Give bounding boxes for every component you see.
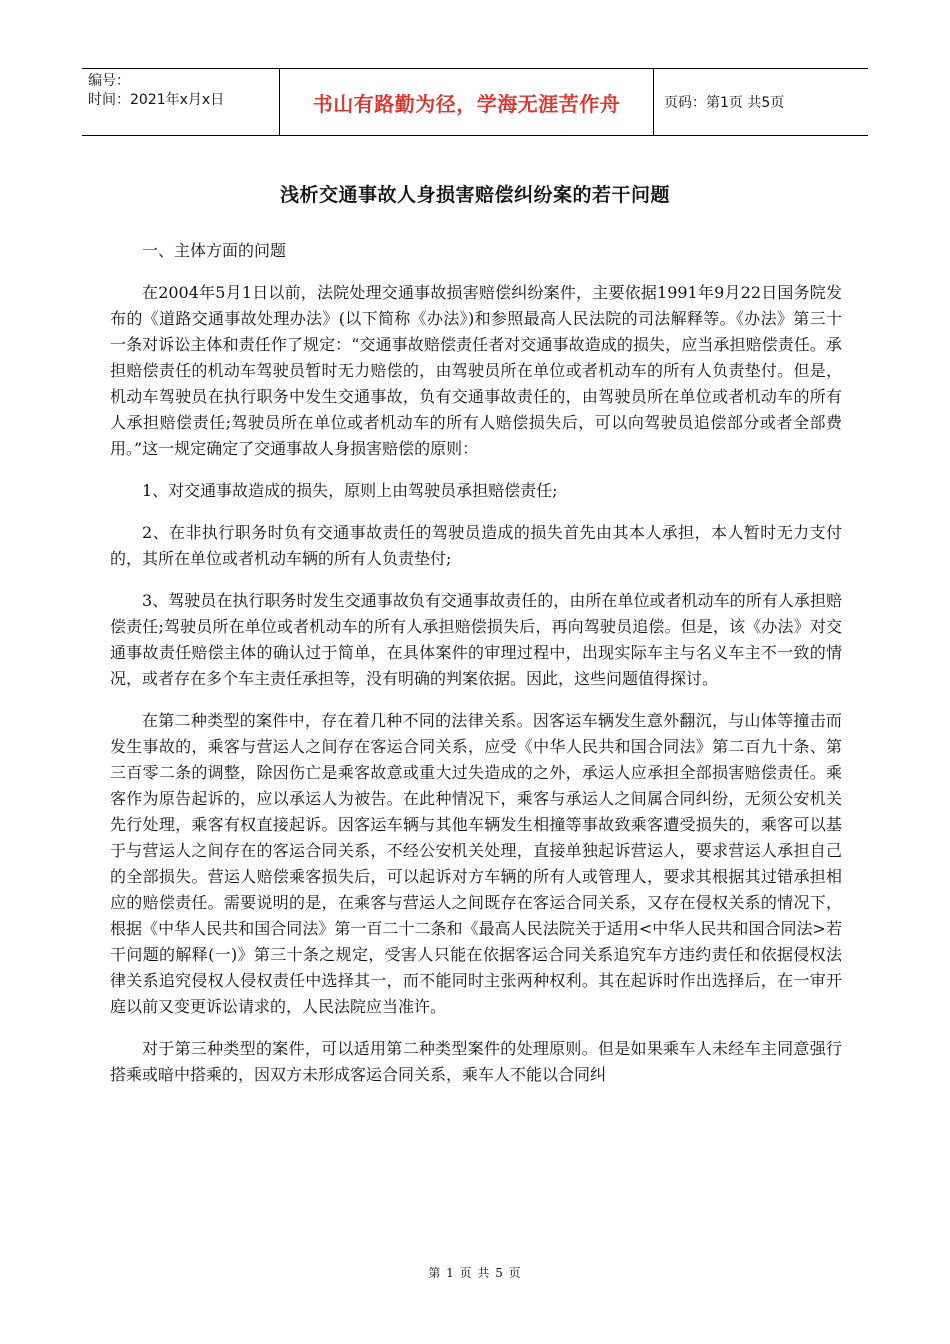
header-meta-cell: [82, 69, 280, 135]
section-heading: 一、主体方面的问题: [142, 241, 287, 260]
body-paragraph: 在2004年5月1日以前，法院处理交通事故损害赔偿纠纷案件，主要依据1991年9月22日国务院发布的《道路交通事故处理办法》(以下简称《办法》)和参照最高人民法院的司法解释等。《办法》第三十一条对诉讼主体和责任作了规定：“交通事故赔偿责任者对交通事故造成的损失，应当承担赔偿责任。承担赔偿责任的机动车驾驶员暂时无力赔偿的，由驾驶员所在单位或者机动车的所有人负责垫付。但是，机动车驾驶员在执行职务中发生交通事故，负有交通事故责任的，由驾驶员所在单位或者机动车的所有人承担赔偿责任;驾驶员所在单位或者机动车的所有人赔偿损失后，可以向驾驶员追偿部分或者全部费用。”这一规定确定了交通事故人身损害赔偿的原则：: [110, 283, 842, 458]
document-time-label: 时间：2021年x月x日: [88, 92, 225, 108]
list-item-paragraph: 1、对交通事故造成的损失，原则上由驾驶员承担赔偿责任;: [142, 481, 558, 500]
document-number-label: 编号：: [88, 73, 130, 89]
header-page-label: 页码：第1页 共5页: [664, 95, 785, 111]
document-body: [110, 238, 842, 1104]
list-item-paragraph: 3、驾驶员在执行职务时发生交通事故负有交通事故责任的，由所在单位或者机动车的所有人承担赔偿责任;驾驶员所在单位或者机动车的所有人承担赔偿损失后，再向驾驶员追偿。但是，该《办法》对交通事故责任赔偿主体的确认过于简单，在具体案件的审理过程中，出现实际车主与名义车主不一致的情况，或者存在多个车主责任承担等，没有明确的判案依据。因此，这些问题值得探讨。: [110, 591, 842, 688]
header-motto-cell: [280, 69, 654, 135]
header-motto: 书山有路勤为径，学海无涯苦作舟: [312, 91, 621, 116]
page-footer: 第 1 页 共 5 页: [428, 1266, 522, 1280]
document-title: 浅析交通事故人身损害赔偿纠纷案的若干问题: [279, 184, 670, 206]
header-page-cell: [654, 69, 868, 135]
list-item-paragraph: 2、在非执行职务时负有交通事故责任的驾驶员造成的损失首先由其本人承担，本人暂时无力支付的，其所在单位或者机动车辆的所有人负责垫付;: [110, 523, 842, 568]
body-paragraph: 对于第三种类型的案件，可以适用第二种类型案件的处理原则。但是如果乘车人未经车主同意强行搭乘或暗中搭乘的，因双方未形成客运合同关系，乘车人不能以合同纠: [110, 1039, 842, 1084]
document-header: [82, 68, 868, 136]
body-paragraph: 在第二种类型的案件中，存在着几种不同的法律关系。因客运车辆发生意外翻沉，与山体等撞击而发生事故的，乘客与营运人之间存在客运合同关系，应受《中华人民共和国合同法》第二百九十条、第三百零二条的调整，除因伤亡是乘客故意或重大过失造成的之外，承运人应承担全部损害赔偿责任。乘客作为原告起诉的，应以承运人为被告。在此种情况下，乘客与承运人之间属合同纠纷，无须公安机关先行处理，乘客有权直接起诉。因客运车辆与其他车辆发生相撞等事故致乘客遭受损失的，乘客可以基于与营运人之间存在的客运合同关系，不经公安机关处理，直接单独起诉营运人，要求营运人承担自己的全部损失。营运人赔偿乘客损失后，可以起诉对方车辆的所有人或管理人，要求其根据其过错承担相应的赔偿责任。需要说明的是，在乘客与营运人之间既存在客运合同关系，又存在侵权关系的情况下，根据《中华人民共和国合同法》第一百二十二条和《最高人民法院关于适用<中华人民共和国合同法>若干问题的解释(一)》第三十条之规定，受害人只能在依据客运合同关系追究车方违约责任和依据侵权法律关系追究侵权人侵权责任中选择其一，而不能同时主张两种权利。其在起诉时作出选择后，在一审开庭以前又变更诉讼请求的，人民法院应当准许。: [110, 711, 842, 1016]
